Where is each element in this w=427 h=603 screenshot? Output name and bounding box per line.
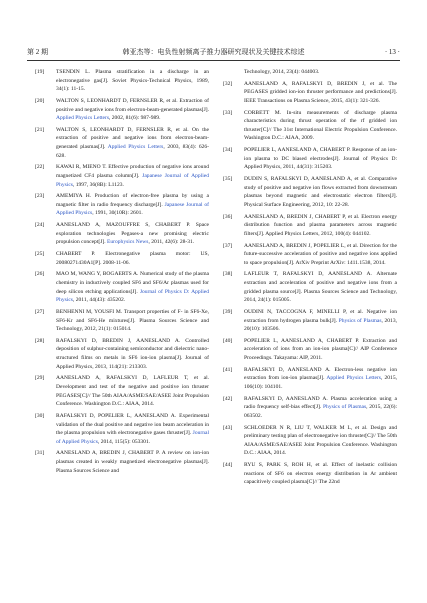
reference-entry bbox=[35, 221, 209, 247]
reference-text: AANESLAND A, BREDIN J, CHABERT P. A review on ion-ion plasmas created in weakly magnetized electronegative plasmas[J]. Plasma Sources Science and bbox=[56, 450, 209, 474]
journal-link[interactable]: Applied Physics Letters bbox=[56, 115, 109, 122]
journal-link[interactable]: Applied Physics Letters bbox=[107, 144, 164, 151]
reference-number: [33] bbox=[223, 109, 233, 116]
reference-number: [43] bbox=[223, 424, 233, 431]
reference-text: , 1997, 36(8B): L1123. bbox=[72, 181, 124, 188]
reference-entry bbox=[35, 270, 209, 304]
reference-text: , 2015, 106(10): 104101. bbox=[244, 375, 397, 390]
reference-text: POPELIER L, AANESLAND A, CHABERT P. Response of an ion-ion plasma to DC biased electrodes[J]. Journal of Physics D: Applied Physics, 2011, 44(31): 315203. bbox=[244, 147, 397, 171]
reference-number: [19] bbox=[35, 69, 45, 75]
reference-entry bbox=[35, 163, 209, 189]
running-header bbox=[27, 47, 400, 59]
reference-entry bbox=[223, 146, 397, 172]
journal-link[interactable]: Applied Physics Letters bbox=[326, 375, 381, 382]
reference-text: , 2015, 22(6): 063502. bbox=[244, 404, 398, 419]
reference-number: [39] bbox=[223, 308, 233, 315]
reference-entry bbox=[35, 126, 209, 160]
reference-number: [30] bbox=[35, 412, 45, 419]
reference-text: RYU S, PARK S, ROH H, et al. Effect of inelastic collision reactions of SF6 on electron energy distribution in Ar ambient capacitively coupled plasma[C]// The 22nd bbox=[244, 462, 397, 486]
reference-entry bbox=[223, 461, 397, 487]
journal-link[interactable]: Europhysics News bbox=[107, 239, 149, 246]
reference-number: [40] bbox=[223, 337, 233, 344]
reference-entry bbox=[223, 68, 397, 77]
reference-text: , 1991, 30(10R): 2601. bbox=[92, 210, 143, 217]
reference-text: OUDINI N, TACCOGNA F, MINELLI P, et al. Negative ion extraction from hydrogen plasma bulk[J]. bbox=[244, 308, 397, 324]
reference-number: [28] bbox=[35, 337, 45, 344]
reference-number: [34] bbox=[223, 147, 233, 154]
references-right-column bbox=[223, 68, 397, 490]
page-number: · 13 · bbox=[384, 48, 400, 56]
reference-entry bbox=[35, 68, 209, 94]
journal-link[interactable]: Journal of Applied Physics bbox=[56, 430, 209, 445]
reference-number: [44] bbox=[223, 462, 233, 469]
reference-text: , 2002, 81(6): 987-989. bbox=[109, 115, 161, 122]
reference-text: AMEMIYA H. Production of electron-free plasma by using a magnetic filter in radio frequency discharge[J]. bbox=[56, 193, 209, 208]
reference-entry bbox=[35, 412, 209, 446]
reference-entry bbox=[223, 366, 397, 392]
reference-text: AANESLAND A, BREDIN J, POPELIER L, et al. Direction for the future-successive acceleration of positive and negative ions applied to space propulsion[J]. ArXiv Preprint ArXiv: 1411.1538, 2014. bbox=[244, 242, 397, 266]
reference-number: [23] bbox=[35, 193, 45, 200]
reference-number: [24] bbox=[35, 222, 45, 229]
reference-text: LAFLEUR T, RAFALSKYI D, AANESLAND A. Alternate extraction and acceleration of positive and negative ions from a gridded plasma source[J]. Plasma Sources Science and Technology, 2014, 24(1): 015005. bbox=[244, 271, 397, 304]
reference-text: MAO M, WANG Y, BOGAERTS A. Numerical study of the plasma chemistry in inductively coupled SF6 and SF6/Ar plasmas used for deep silicon etching applications[J]. bbox=[56, 271, 209, 295]
reference-number: [32] bbox=[223, 80, 233, 87]
reference-entry bbox=[35, 449, 209, 475]
reference-text: RAFALSKYI D, POPELIER L, AANESLAND A. Experimental validation of the dual positive and negative ion beam acceleration in the plasma propulsion with electronegative gases thruster[J]. bbox=[56, 412, 209, 437]
reference-entry bbox=[223, 109, 397, 143]
reference-entry bbox=[223, 242, 397, 268]
reference-number: [21] bbox=[35, 126, 45, 133]
reference-text: , 2013, 20(10): 103506. bbox=[244, 317, 397, 333]
reference-number: [35] bbox=[223, 176, 233, 183]
reference-entry bbox=[35, 192, 209, 218]
journal-link[interactable]: Japanese Journal of Applied Physics bbox=[56, 172, 209, 188]
reference-entry bbox=[223, 395, 397, 421]
reference-text: TSENDIN L. Plasma stratification in a discharge in an electronegative gas[J]. Soviet Physics-Technical Physics, 1989, 34(1): 11-15. bbox=[56, 69, 209, 93]
reference-entry bbox=[35, 337, 209, 371]
journal-link[interactable]: Physics of Plasmas bbox=[338, 317, 382, 324]
reference-entry bbox=[223, 175, 397, 209]
reference-number: [41] bbox=[223, 366, 233, 373]
reference-text: WALTON S, LEONHARDT D, FERNSLER R, et al. On the extraction of positive and negative ions from electron-beam-generated plasmas[J]. bbox=[56, 126, 209, 151]
reference-text: DUDIN S, RAFALSKYI D, AANESLAND A, et al. Comparative study of positive and negative ion flows extracted from downstream plasmas beyond magnetic and electrostatic electron filters[J]. Physical Surface Engineering, 2012, 10: 22-28. bbox=[244, 176, 397, 208]
references-left-column bbox=[35, 68, 209, 478]
reference-number: [26] bbox=[35, 271, 45, 278]
header-rule bbox=[27, 60, 400, 61]
reference-text: , 2014, 115(5): 053301. bbox=[97, 438, 151, 445]
reference-text: CORBETT M. In-situ measurements of discharge plasma characteristics during thrust operation of the rf gridded ion thruster[C]// The 31st International Electric Propulsion Conference. Washington D.C.: AIAA, 2009. bbox=[244, 109, 397, 142]
reference-number: [25] bbox=[35, 251, 45, 258]
reference-text: AANESLAND A, BREDIN J, CHABERT P, et al. Electron energy distribution function and plasma parameters across magnetic filters[J]. Applied Physics Letters, 2012, 100(4): 044102. bbox=[244, 213, 397, 237]
issue-number: 第 2 期 bbox=[27, 48, 48, 56]
reference-text: Technology, 2014, 23(4): 044003. bbox=[244, 69, 320, 75]
reference-text: RAFALSKYI D, BREDIN J, AANESLAND A. Controlled deposition of sulphur-containing semiconductor and dielectric nano-structured films on metals in SF6 ion-ion plasma[J]. Journal of Applied Physics, 2013, 114(21): 213303. bbox=[56, 337, 209, 370]
reference-entry bbox=[35, 250, 209, 267]
reference-text: AANESLAND A, RAFALSKYI D, BREDIN J, et al. The PEGASES gridded ion-ion thruster performance and predictions[J]. IEEE Transactions on Plasma Science, 2015, 43(1): 321-326. bbox=[244, 80, 397, 104]
reference-number: [37] bbox=[223, 242, 233, 249]
reference-number: [20] bbox=[35, 97, 45, 104]
reference-number: [42] bbox=[223, 395, 233, 402]
journal-link[interactable]: Physics of Plasmas bbox=[322, 404, 367, 411]
reference-text: , 2011, 44(43): 435202. bbox=[72, 297, 126, 304]
reference-number: [36] bbox=[223, 213, 233, 220]
reference-text: AANESLAND A, MAZOUFFRE S, CHABERT P. Space exploration technologies Pegases-a new promising electric propulsion concept[J]. bbox=[56, 222, 209, 246]
reference-text: POPELIER L, AANESLAND A, CHABERT P. Extraction and acceleration of ions from an ion-ion plasma[C]// AIP Conference Proceedings. Takayama: AIP, 2011. bbox=[244, 337, 397, 362]
reference-entry bbox=[223, 337, 397, 363]
reference-text: RAFALSKYI D, AANESLAND A. Plasma acceleration using a radio frequency self-bias effect[J]. bbox=[244, 395, 397, 411]
reference-entry bbox=[223, 308, 397, 334]
reference-number: [22] bbox=[35, 164, 45, 171]
reference-entry bbox=[35, 97, 209, 123]
journal-link[interactable]: Journal of Physics D: Applied Physics bbox=[56, 288, 209, 304]
reference-number: [38] bbox=[223, 271, 233, 278]
reference-entry bbox=[35, 374, 209, 408]
reference-number: [29] bbox=[35, 375, 45, 382]
reference-entry bbox=[223, 270, 397, 304]
reference-entry bbox=[223, 424, 397, 458]
reference-text: , 2011, 42(6): 28-31. bbox=[148, 239, 195, 246]
reference-number: [27] bbox=[35, 308, 45, 315]
reference-number: [31] bbox=[35, 450, 45, 457]
reference-entry bbox=[223, 213, 397, 239]
reference-text: BENHENNI M, YOUSFI M. Transport properties of F- in SF6-Xe, SF6-Kr and SF6-He mixtures[J]. Plasma Sources Science and Technology, 2012, 21(1): 015014. bbox=[56, 308, 209, 333]
reference-entry bbox=[35, 308, 209, 334]
reference-text: AANESLAND A, RAFALSKYI D, LAFLEUR T, et al. Development and test of the negative and positive ion thruster PEGASES[C]// The 50th AIAA/ASME/SAE/ASEE Joint Propulsion Conference. Washington D.C.: AIAA, 2014. bbox=[56, 375, 209, 408]
reference-text: RAFALSKYI D, AANESLAND A. Electron-less negative ion extraction from ion-ion plasmas[J]. bbox=[244, 366, 397, 382]
reference-text: KAWAI R, MIENO T. Effective production of negative ions around magnetized CF4 plasma column[J]. bbox=[56, 164, 209, 179]
reference-text: , 2003, 83(4): 626-628. bbox=[56, 144, 209, 159]
reference-text: CHABERT P. Electronegative plasma motor: US, 20080271430A1[P]. 2008-11-06. bbox=[56, 251, 209, 266]
reference-text: WALTON S, LEONHARDT D, FERNSLER R, et al. Extraction of positive and negative ions from electron-beam-generated plasmas[J]. bbox=[56, 97, 209, 113]
running-title: 韩亚杰等：电负性射频离子推力器研究现状及关键技术综述 bbox=[122, 48, 305, 56]
reference-entry bbox=[223, 80, 397, 106]
journal-link[interactable]: Japanese Journal of Applied Physics bbox=[56, 201, 209, 217]
reference-text: SCHLOEDER N R, LIU T, WALKER M L, et al. Design and preliminary testing plan of electronegative ion thruster[C]// The 50th AIAA/ASME/SAE/ASEE Joint Propulsion Conference. Washington D.C.: AIAA, 2014. bbox=[244, 424, 397, 457]
